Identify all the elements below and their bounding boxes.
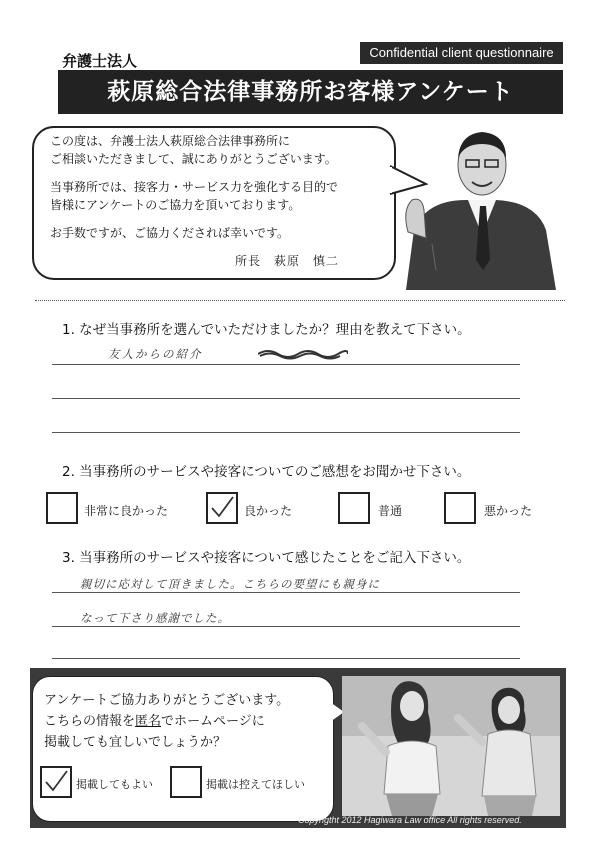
staff-photo — [342, 676, 560, 816]
check-icon — [208, 494, 236, 522]
answer-line — [52, 626, 520, 627]
consent-yes-checkbox[interactable] — [40, 766, 72, 798]
director-photo — [396, 120, 566, 290]
option-average-label: 普通 — [378, 504, 403, 518]
option-very-good-checkbox[interactable] — [46, 492, 78, 524]
greeting-line: お手数ですが、ご協力くだされば幸いです。 — [50, 226, 290, 240]
director-signature: 所長 萩原 慎二 — [235, 254, 340, 268]
answer-line — [52, 658, 520, 659]
question-2: 2. 当事務所のサービスや接客についてのご感想をお聞かせ下さい。 — [62, 464, 471, 480]
option-good-checkbox[interactable] — [206, 492, 238, 524]
option-average-checkbox[interactable] — [338, 492, 370, 524]
option-good-label: 良かった — [244, 504, 293, 518]
answer-line — [52, 398, 520, 399]
crossed-out-scribble — [258, 348, 348, 360]
answer-3-handwriting-line2: なって下さり感謝でした。 — [80, 611, 230, 625]
consent-no-label: 掲載は控えてほしい — [206, 778, 305, 791]
check-icon — [42, 768, 70, 796]
answer-line — [52, 592, 520, 593]
consent-line: 掲載しても宜しいでしょうか？ — [44, 735, 227, 750]
copyright-text: Copyrigtht 2012 Hagiwara Law office All rights reserved. — [298, 815, 522, 825]
answer-3-handwriting-line1: 親切に応対して頂きました。こちらの要望にも親身に — [80, 577, 380, 591]
answer-line — [52, 364, 520, 365]
anonymous-emphasis: 匿名 — [135, 714, 162, 729]
greeting-line: この度は、弁護士法人萩原総合法律事務所に — [50, 134, 291, 148]
greeting-text — [50, 132, 390, 242]
consent-yes-label: 掲載してもよい — [76, 778, 153, 791]
consent-line: アンケートご協力ありがとうございます。 — [44, 693, 290, 708]
option-bad-label: 悪かった — [484, 504, 533, 518]
option-very-good-label: 非常に良かった — [84, 504, 169, 518]
consent-text — [44, 690, 289, 753]
greeting-line: ご相談いただきまして、誠にありがとうございます。 — [50, 152, 337, 166]
firm-type-label: 弁護士法人 — [62, 52, 138, 70]
option-bad-checkbox[interactable] — [444, 492, 476, 524]
consent-no-checkbox[interactable] — [170, 766, 202, 798]
consent-line-part: でホームページに — [161, 714, 265, 729]
page-title: 萩原総合法律事務所お客様アンケート — [107, 79, 514, 105]
answer-1-handwriting: 友人からの紹介 — [108, 347, 203, 361]
consent-line — [44, 711, 289, 732]
greeting-line: 当事務所では、接客力・サービス力を強化する目的で — [50, 180, 339, 194]
question-3: 3. 当事務所のサービスや接客について感じたことをご記入下さい。 — [62, 550, 471, 566]
consent-line-part: こちらの情報を — [44, 714, 136, 729]
confidential-label: Confidential client questionnaire — [360, 42, 563, 64]
section-divider — [35, 300, 565, 301]
answer-line — [52, 432, 520, 433]
greeting-line: 皆様にアンケートのご協力を頂いております。 — [50, 198, 301, 212]
question-1: 1. なぜ当事務所を選んでいただけましたか？理由を教えて下さい。 — [62, 322, 471, 338]
